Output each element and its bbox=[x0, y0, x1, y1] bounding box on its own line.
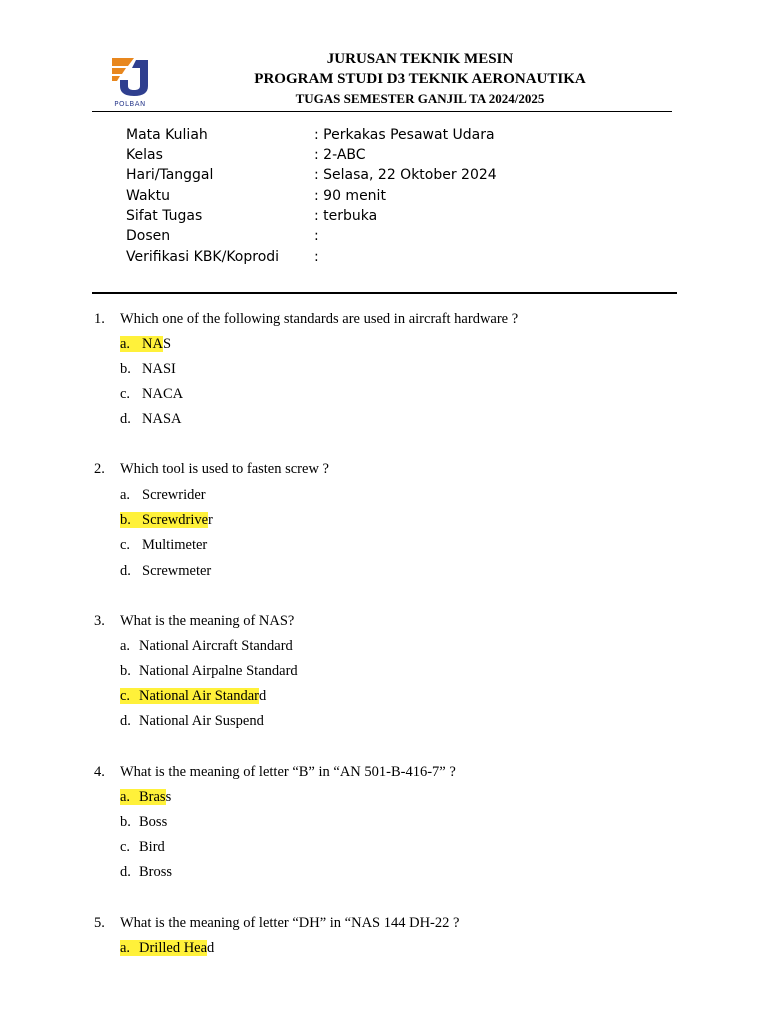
info-label: Dosen bbox=[126, 228, 171, 244]
option-4a: a. Brass bbox=[120, 789, 172, 805]
highlighted-answer: a. NA bbox=[120, 336, 163, 352]
option-2b: b. Screwdriver bbox=[120, 512, 213, 528]
highlighted-answer: c. National Air Standar bbox=[120, 688, 260, 704]
info-label: Waktu bbox=[126, 188, 170, 204]
option-letter: a. bbox=[120, 940, 131, 956]
info-label: Verifikasi KBK/Koprodi bbox=[126, 249, 280, 265]
highlighted-answer: b. Screwdrive bbox=[120, 512, 209, 528]
info-value: : bbox=[314, 228, 319, 244]
section-divider bbox=[92, 292, 677, 294]
question-text: Which tool is used to fasten screw ? bbox=[120, 461, 329, 477]
info-label: Mata Kuliah bbox=[126, 127, 208, 143]
option-4d: d. Bross bbox=[120, 864, 173, 880]
question-number: 2. bbox=[94, 461, 105, 477]
info-value: : terbuka bbox=[314, 208, 378, 224]
question-number: 4. bbox=[94, 764, 105, 780]
highlighted-answer: a. Drilled Hea bbox=[120, 940, 208, 956]
option-3d: d. National Air Suspend bbox=[120, 713, 264, 729]
option-letter: b. bbox=[120, 361, 131, 377]
option-letter: d. bbox=[120, 713, 131, 729]
question-number: 1. bbox=[94, 311, 105, 327]
info-value: : Selasa, 22 Oktober 2024 bbox=[314, 167, 497, 183]
assignment-title: TUGAS SEMESTER GANJIL TA 2024/2025 bbox=[295, 91, 545, 106]
option-letter: d. bbox=[120, 563, 131, 579]
option-letter: d. bbox=[120, 411, 131, 427]
option-letter: b. bbox=[120, 663, 131, 679]
option-letter: a. bbox=[120, 789, 131, 805]
option-3c: c. National Air Standard bbox=[120, 688, 267, 704]
question-number: 3. bbox=[94, 613, 105, 629]
option-letter: a. bbox=[120, 336, 131, 352]
option-letter: b. bbox=[120, 512, 131, 528]
question-text: Which one of the following standards are used in aircraft hardware ? bbox=[120, 311, 519, 327]
option-1a: a. NAS bbox=[120, 336, 172, 352]
option-5a: a. Drilled Head bbox=[120, 940, 215, 956]
option-letter: a. bbox=[120, 638, 131, 654]
info-label: Kelas bbox=[126, 147, 163, 163]
option-2a: a. Screwrider bbox=[120, 487, 206, 503]
option-letter: d. bbox=[120, 864, 131, 880]
option-letter: a. bbox=[120, 487, 131, 503]
info-value: : Perkakas Pesawat Udara bbox=[314, 127, 495, 143]
question-text: What is the meaning of NAS? bbox=[120, 613, 295, 629]
highlighted-answer: a. Bras bbox=[120, 789, 166, 805]
program-title: PROGRAM STUDI D3 TEKNIK AERONAUTIKA bbox=[254, 71, 586, 87]
info-value: : bbox=[314, 249, 319, 265]
question-text: What is the meaning of letter “B” in “AN 501-B-416-7” ? bbox=[120, 764, 456, 780]
info-value: : 90 menit bbox=[314, 188, 386, 204]
logo-text: POLBAN bbox=[114, 100, 146, 108]
info-value: : 2-ABC bbox=[314, 147, 366, 163]
option-1d: d. NASA bbox=[120, 411, 182, 427]
option-4b: b. Boss bbox=[120, 814, 168, 830]
info-label: Sifat Tugas bbox=[126, 208, 203, 224]
info-label: Hari/Tanggal bbox=[126, 167, 214, 183]
option-letter: c. bbox=[120, 537, 131, 553]
option-3a: a. National Aircraft Standard bbox=[120, 638, 293, 654]
question-number: 5. bbox=[94, 915, 105, 931]
option-4c: c. Bird bbox=[120, 839, 165, 855]
option-2c: c. Multimeter bbox=[120, 537, 208, 553]
option-letter: b. bbox=[120, 814, 131, 830]
option-2d: d. Screwmeter bbox=[120, 563, 212, 579]
option-letter: c. bbox=[120, 688, 131, 704]
option-3b: b. National Airpalne Standard bbox=[120, 663, 298, 679]
option-letter: c. bbox=[120, 386, 131, 402]
option-1c: c. NACA bbox=[120, 386, 184, 402]
option-1b: b. NASI bbox=[120, 361, 176, 377]
department-title: JURUSAN TEKNIK MESIN bbox=[326, 51, 514, 67]
question-text: What is the meaning of letter “DH” in “NAS 144 DH-22 ? bbox=[120, 915, 460, 931]
option-letter: c. bbox=[120, 839, 131, 855]
header-divider bbox=[92, 111, 672, 112]
